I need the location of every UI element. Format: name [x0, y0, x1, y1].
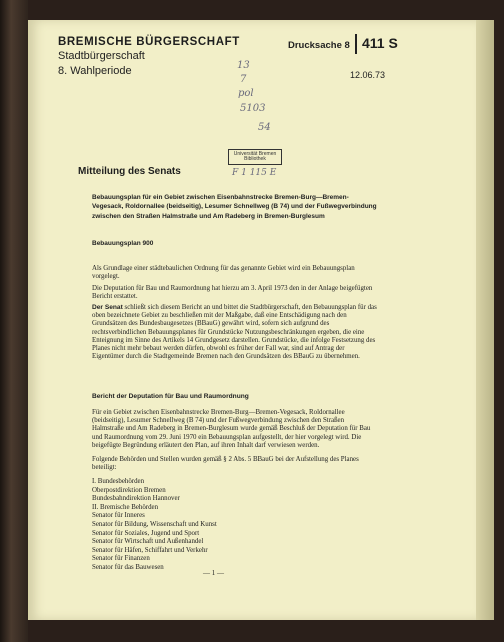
handwritten-note: 13	[237, 60, 250, 71]
report-paragraph: Folgende Behörden und Stellen wurden gemäß § 2 Abs. 5 BBauG bei der Aufstellung des Planes beteiligt:	[92, 456, 359, 472]
list-item: Senator für Finanzen	[92, 555, 150, 563]
divider-bar	[355, 34, 357, 54]
org-name: BREMISCHE BÜRGERSCHAFT	[58, 36, 240, 48]
list-item: Senator für Wirtschaft und Außenhandel	[92, 538, 204, 546]
report-heading: Bericht der Deputation für Bau und Raumordnung	[92, 393, 249, 400]
org-body: Stadtbürgerschaft	[58, 50, 145, 62]
drucksache-number: 411 S	[362, 35, 398, 51]
body-paragraph: Die Deputation für Bau und Raumordnung hat hierzu am 3. April 1973 den in der Anlage beigefügten Bericht erstattet.	[92, 285, 373, 301]
stamp-line: Bibliothek	[244, 156, 266, 162]
handwritten-note: 5103	[240, 103, 266, 114]
legislative-period: 8. Wahlperiode	[58, 65, 132, 77]
stamp-line: Universität Bremen	[233, 151, 277, 157]
document-subject: Bebauungsplan für ein Gebiet zwischen Eisenbahnstrecke Bremen-Burg—Bremen-Vegesack, Roldornallee (beidseitig), Lesumer Schnellweg (B 74) und der Fußwegverbindung zwischen den Straßen Halmstraße und Am Radeberg in Bremen-Burglesum	[92, 194, 377, 220]
list-item: II. Bremische Behörden	[92, 503, 159, 511]
binder-edge	[0, 0, 28, 642]
library-stamp	[228, 149, 282, 165]
drucksache-label: Drucksache 8	[288, 40, 350, 51]
handwritten-note: pol	[238, 88, 254, 99]
list-item: Oberpostdirektion Bremen	[92, 486, 166, 494]
authorities-list	[92, 478, 217, 573]
list-item: Senator für Bildung, Wissenschaft und Kunst	[92, 520, 217, 528]
document-title: Mitteilung des Senats	[78, 166, 181, 177]
handwritten-note: 54	[258, 122, 271, 133]
document-date: 12.06.73	[350, 70, 386, 80]
list-item: Senator für Häfen, Schiffahrt und Verkehr	[92, 546, 208, 554]
list-item: Senator für Inneres	[92, 512, 145, 520]
list-item: Bundesbahndirektion Hannover	[92, 495, 180, 503]
list-item: Senator für Soziales, Jugend und Sport	[92, 529, 200, 537]
report-paragraph: Für ein Gebiet zwischen Eisenbahnstrecke Bremen-Burg—Bremen-Vegesack, Roldornallee (beidseitig), Lesumer Schnellweg (B 74) und der Fußwegverbindung zwischen den Straßen Halmstraße und Am Radeberg in Bremen-Burglesum wurde gemäß Beschluß der Deputation für Bau und Raumordnung vom 29. Juni 1970 ein Bebauungsplan aufgestellt, der hier vorgelegt wird. Die beigefügte Begründung erläutert den Plan, auf ihren Inhalt darf verwiesen werden.	[92, 409, 371, 449]
plan-number: Bebauungsplan 900	[92, 240, 154, 247]
body-paragraph: Als Grundlage einer städtebaulichen Ordnung für das genannte Gebiet wird ein Bebauungsplan vorgelegt.	[92, 265, 355, 281]
handwritten-note: 7	[240, 74, 247, 85]
list-item: I. Bundesbehörden	[92, 478, 145, 485]
list-item: Senator für das Bauwesen	[92, 563, 164, 571]
page-number: — 1 —	[203, 569, 224, 577]
handwritten-shelfmark: F 1 115 E	[232, 168, 277, 178]
page-stack-edge	[476, 20, 494, 620]
body-paragraph: Der Senat schließt sich diesem Bericht an und bittet die Stadtbürgerschaft, den Bebauungsplan für das oben bezeichnete Gebiet zu beschließen mit der Maßgabe, daß eine Entschädigung nach den Grundsätzen des Bundesbaugesetzes (BBauG) gewährt wird, sofern sich aufgrund des rechtsverbindlichen Bebauungsplanes für Grundstücke Nutzungsbeschränkungen ergeben, die eine Enteignung im Sinne des Artikels 14 Grundgesetz darstellen. Grundstücke, die infolge Festsetzung des Planes nicht mehr bebaut werden dürfen, obwohl es früher der Fall war, sind auf Antrag der Eigentümer durch die Stadtgemeinde Bremen nach den Grundsätzen des BBauG zu übernehmen.	[92, 304, 377, 361]
